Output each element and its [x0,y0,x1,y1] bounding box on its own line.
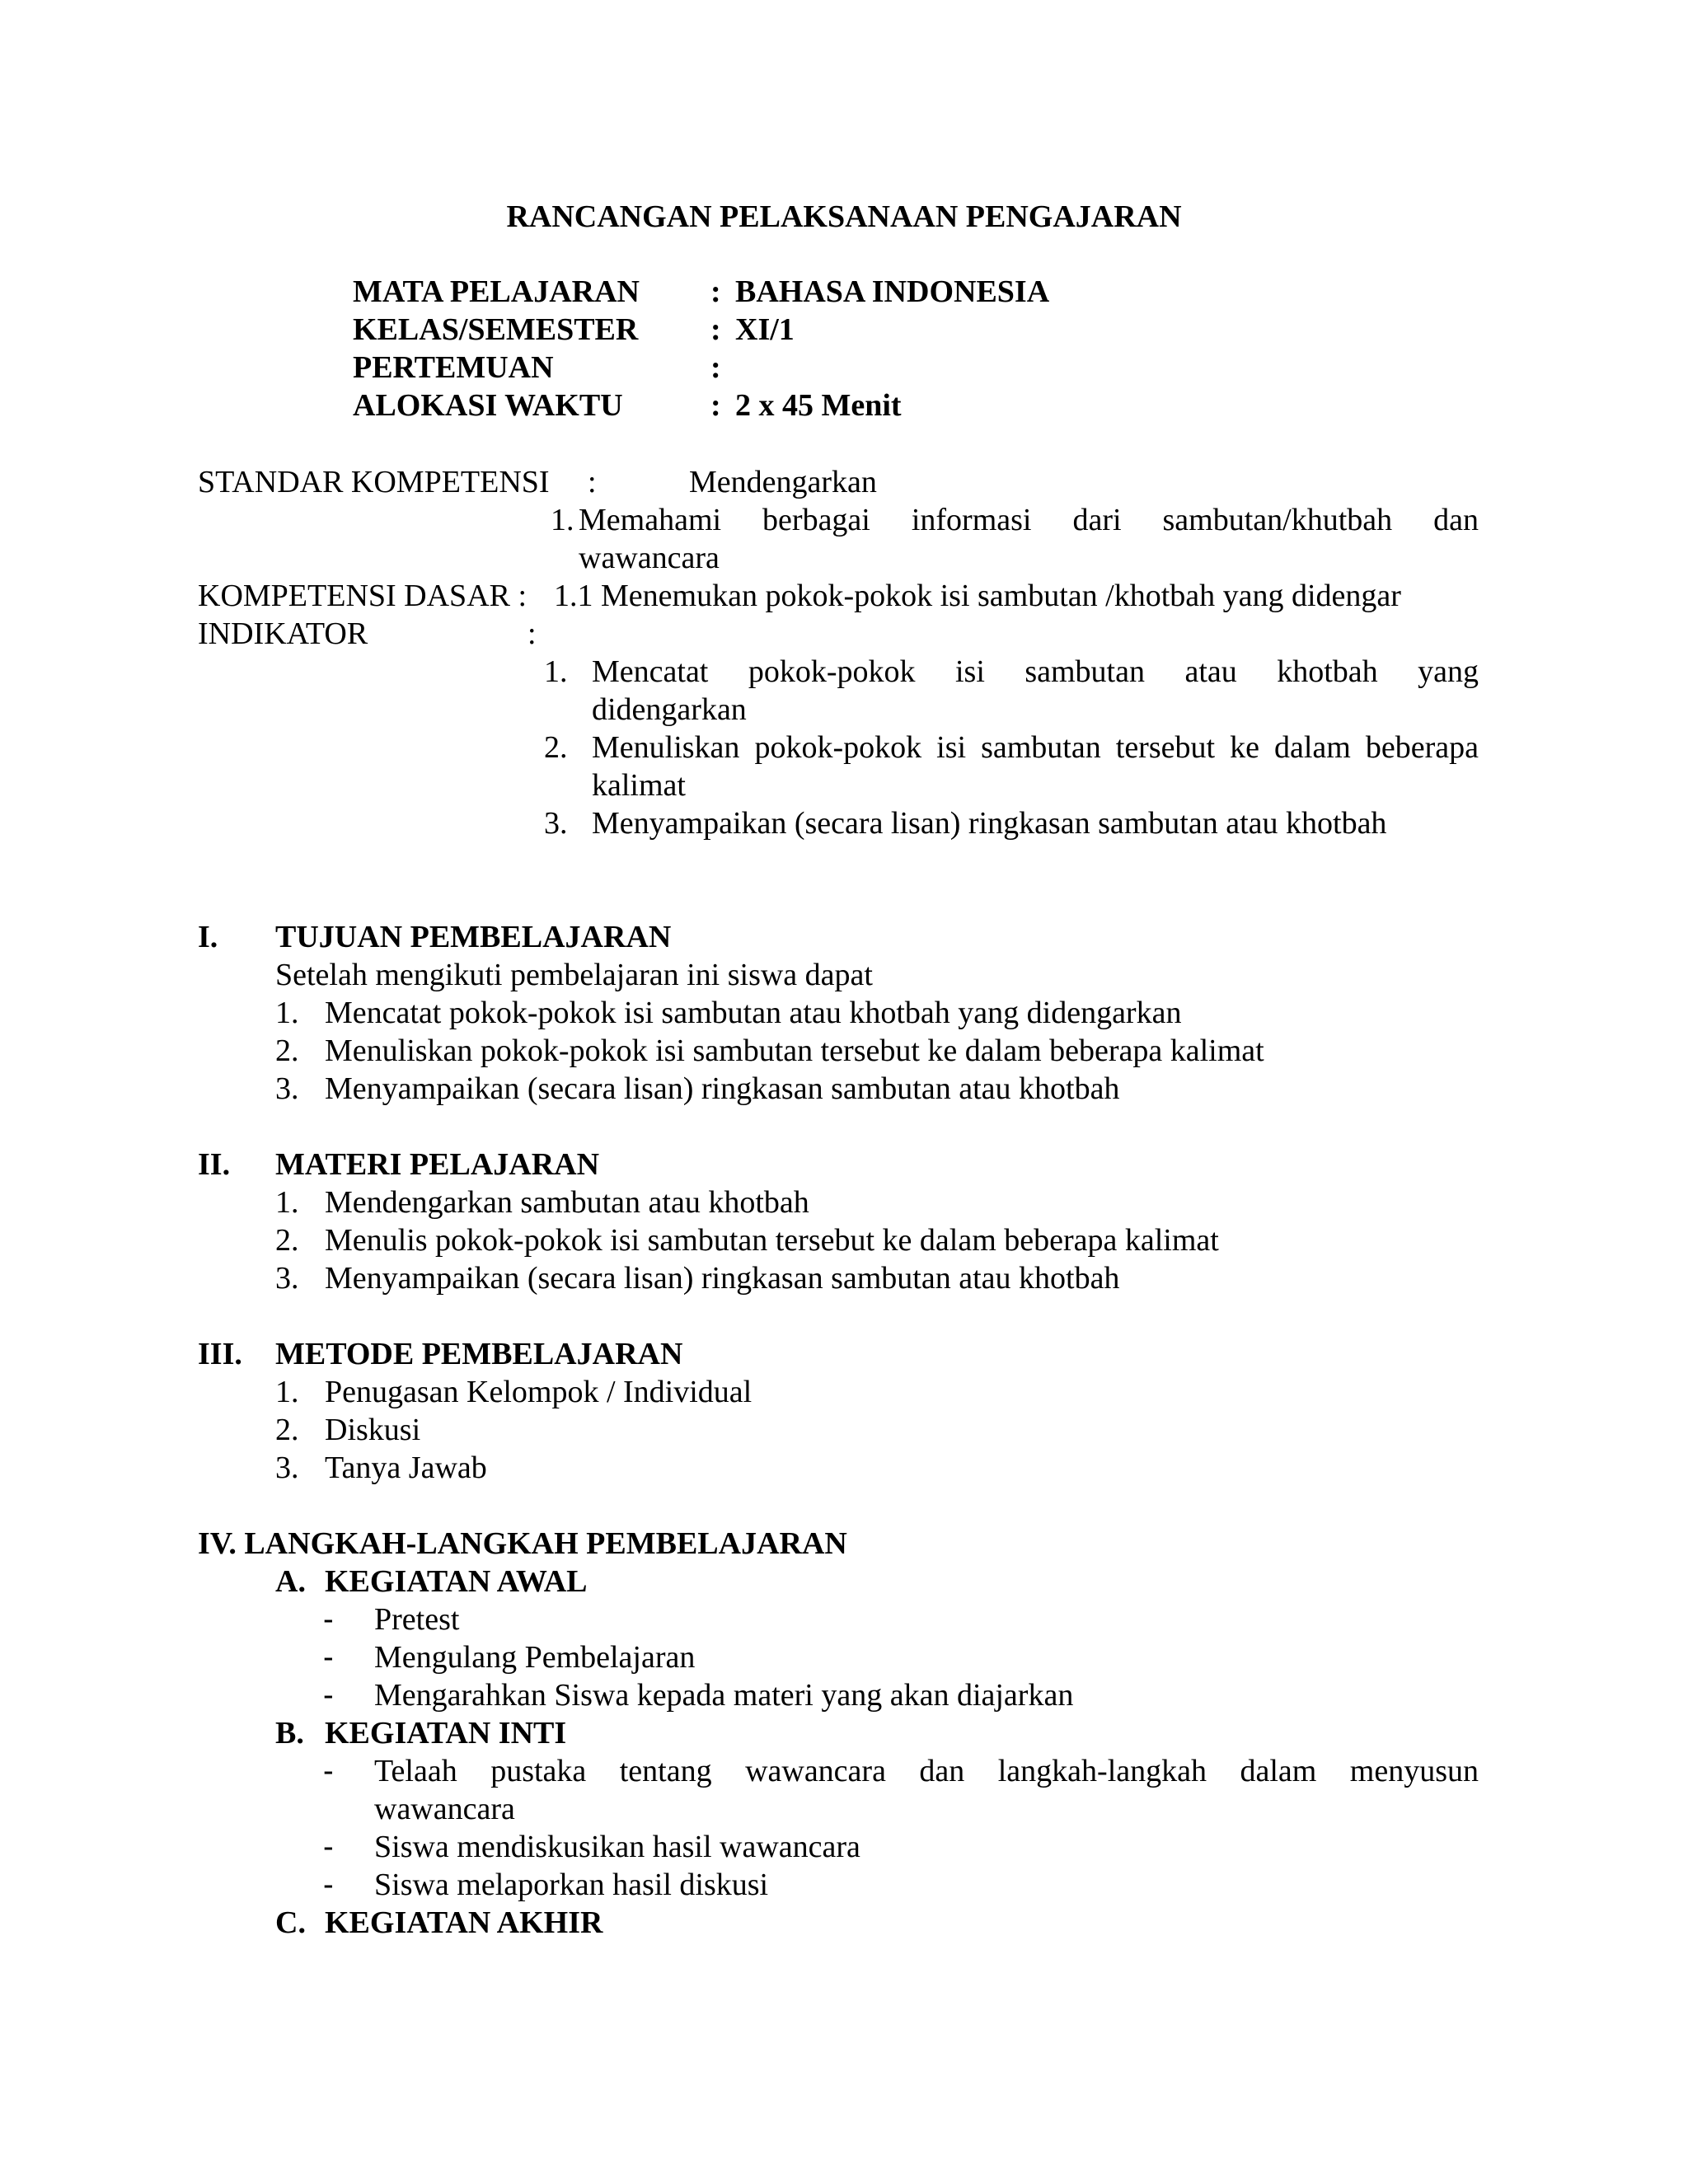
bullet-item-text-cont: wawancara [374,1792,515,1826]
list-item-text: Mendengarkan sambutan atau khotbah [325,1185,809,1220]
bullet-item-text: Pretest [374,1602,460,1637]
meta-label: MATA PELAJARAN [353,274,640,309]
section-intro: Setelah mengikuti pembelajaran ini siswa dapat [275,958,873,992]
dash-bullet: - [323,1678,334,1713]
list-item-text: Tanya Jawab [325,1451,487,1485]
bullet-item-text: Telaah pustaka tentang wawancara dan langkah-langkah dalam menyusun [374,1754,1479,1788]
dash-bullet: - [323,1868,334,1902]
list-item-text: Diskusi [325,1413,421,1447]
list-item-text: Menulis pokok-pokok isi sambutan tersebut ke dalam beberapa kalimat [325,1223,1219,1258]
meta-colon: : [710,350,721,385]
section-heading: TUJUAN PEMBELAJARAN [275,920,672,954]
list-item-text: Mencatat pokok-pokok isi sambutan atau khotbah yang didengarkan [325,996,1182,1030]
indikator-item-text-cont: kalimat [592,768,686,803]
list-item-text: Menuliskan pokok-pokok isi sambutan tersebut ke dalam beberapa kalimat [325,1033,1264,1068]
indikator-item-number: 3. [544,806,568,841]
indikator-item-number: 1. [544,654,568,689]
standar-label: STANDAR KOMPETENSI [198,465,550,499]
meta-value: 2 x 45 Menit [735,388,902,423]
indikator-item-text: Menyampaikan (secara lisan) ringkasan sambutan atau khotbah [592,806,1387,841]
indikator-item-text: Menuliskan pokok-pokok isi sambutan tersebut ke dalam beberapa [592,730,1479,765]
meta-colon: : [710,388,721,423]
standar-item-text: Memahami berbagai informasi dari sambutan/khutbah dan [579,503,1479,537]
list-item-number: 3. [275,1071,299,1106]
section-heading: METODE PEMBELAJARAN [275,1337,683,1371]
dash-bullet: - [323,1602,334,1637]
subsection-letter: B. [275,1716,304,1750]
meta-label: ALOKASI WAKTU [353,388,623,423]
standar-item-text-cont: wawancara [579,541,720,575]
list-item-text: Menyampaikan (secara lisan) ringkasan sambutan atau khotbah [325,1261,1120,1296]
subsection-heading: KEGIATAN INTI [325,1716,567,1750]
list-item-number: 3. [275,1451,299,1485]
list-item-number: 1. [275,996,299,1030]
meta-label: PERTEMUAN [353,350,554,385]
indikator-item-text: Mencatat pokok-pokok isi sambutan atau khotbah yang [592,654,1479,689]
indikator-item-number: 2. [544,730,568,765]
bullet-item-text: Mengarahkan Siswa kepada materi yang akan diajarkan [374,1678,1074,1713]
bullet-item-text: Siswa melaporkan hasil diskusi [374,1868,769,1902]
list-item-number: 1. [275,1185,299,1220]
bullet-item-text: Mengulang Pembelajaran [374,1640,696,1675]
section-heading: MATERI PELAJARAN [275,1147,600,1182]
bullet-item-text: Siswa mendiskusikan hasil wawancara [374,1830,860,1864]
document-title: RANCANGAN PELAKSANAAN PENGAJARAN [506,199,1182,234]
list-item-text: Menyampaikan (secara lisan) ringkasan sambutan atau khotbah [325,1071,1120,1106]
indikator-label: INDIKATOR [198,616,368,651]
standar-colon: : [588,465,597,499]
list-item-number: 1. [275,1375,299,1409]
subsection-letter: A. [275,1564,306,1599]
standar-item-number: 1. [551,503,574,537]
subsection-heading: KEGIATAN AWAL [325,1564,588,1599]
indikator-colon: : [528,616,537,651]
dash-bullet: - [323,1754,334,1788]
section-number: III. [198,1337,242,1371]
standar-value: Mendengarkan [689,465,877,499]
list-item-text: Penugasan Kelompok / Individual [325,1375,753,1409]
meta-label: KELAS/SEMESTER [353,312,639,347]
section-number: I. [198,920,218,954]
kompetensi-value: 1.1 Menemukan pokok-pokok isi sambutan /khotbah yang didengar [554,579,1401,613]
indikator-item-text-cont: didengarkan [592,692,747,727]
section-heading: IV. LANGKAH-LANGKAH PEMBELAJARAN [198,1526,847,1561]
kompetensi-label: KOMPETENSI DASAR : [198,579,528,613]
meta-colon: : [710,274,721,309]
meta-value: XI/1 [735,312,795,347]
list-item-number: 2. [275,1033,299,1068]
list-item-number: 3. [275,1261,299,1296]
meta-colon: : [710,312,721,347]
section-number: II. [198,1147,231,1182]
dash-bullet: - [323,1830,334,1864]
subsection-heading: KEGIATAN AKHIR [325,1905,603,1940]
dash-bullet: - [323,1640,334,1675]
meta-value: BAHASA INDONESIA [735,274,1050,309]
list-item-number: 2. [275,1223,299,1258]
list-item-number: 2. [275,1413,299,1447]
subsection-letter: C. [275,1905,306,1940]
